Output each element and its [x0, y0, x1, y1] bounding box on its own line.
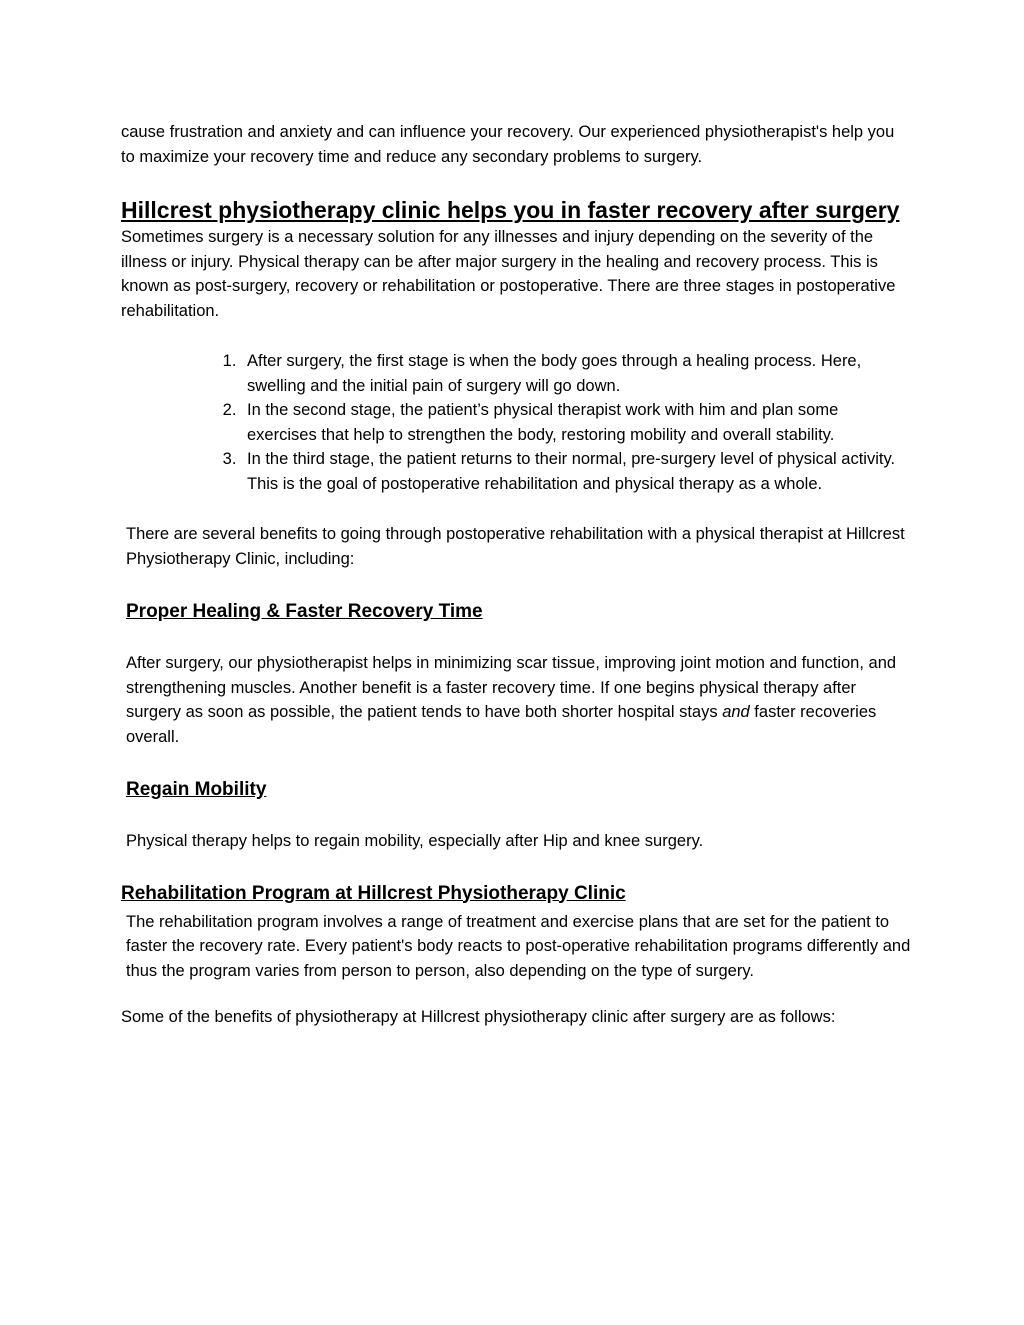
list-item: 2. In the second stage, the patient’s physical therapist work with him and plan some exercises that help to strengthen the body, restoring mobility and overall stability. [241, 398, 911, 447]
healing-text-emphasis: and [722, 703, 750, 721]
mobility-paragraph: Physical therapy helps to regain mobility, especially after Hip and knee surgery. [126, 832, 704, 850]
main-heading: Hillcrest physiotherapy clinic helps you in faster recovery after surgery [121, 197, 900, 223]
closing-paragraph: Some of the benefits of physiotherapy at Hillcrest physiotherapy clinic after surgery are as follows: [121, 1008, 836, 1026]
healing-text-after: faster recoveries overall. [126, 703, 877, 746]
mobility-heading: Regain Mobility [126, 779, 267, 800]
list-item: 1. After surgery, the first stage is when the body goes through a healing process. Here, swelling and the initial pain of surgery will go down. [241, 349, 911, 398]
healing-paragraph [121, 651, 911, 749]
rehab-heading: Rehabilitation Program at Hillcrest Physiotherapy Clinic [121, 882, 626, 904]
rehab-paragraph: The rehabilitation program involves a range of treatment and exercise plans that are set for the patient to faster the recovery rate. Every patient's body reacts to post-operative rehabilitation programs differently and thus the program varies from person to person, also depending on the type of surgery. [126, 912, 911, 980]
document-page [121, 120, 911, 1030]
intro-paragraph: cause frustration and anxiety and can influence your recovery. Our experienced physiotherapist's help you to maximize your recovery time and reduce any secondary problems to surgery. [121, 123, 895, 166]
healing-heading: Proper Healing & Faster Recovery Time [126, 601, 483, 622]
stages-list [121, 349, 911, 496]
healing-text-before: After surgery, our physiotherapist helps in minimizing scar tissue, improving joint motion and function, and strengthening muscles. Another benefit is a faster recovery time. If one begins physical therapy after surgery as soon as possible, the patient tends to have both shorter hospital stays [126, 654, 897, 721]
list-item: 3. In the third stage, the patient returns to their normal, pre-surgery level of physical activity. This is the goal of postoperative rehabilitation and physical therapy as a whole. [241, 447, 911, 496]
benefits-intro-paragraph: There are several benefits to going through postoperative rehabilitation with a physical therapist at Hillcrest Physiotherapy Clinic, including: [126, 525, 905, 568]
surgery-paragraph: Sometimes surgery is a necessary solution for any illnesses and injury depending on the severity of the illness or injury. Physical therapy can be after major surgery in the healing and recovery process. This is known as post-surgery, recovery or rehabilitation or postoperative. There are three stages in postoperative rehabilitation. [121, 228, 896, 320]
